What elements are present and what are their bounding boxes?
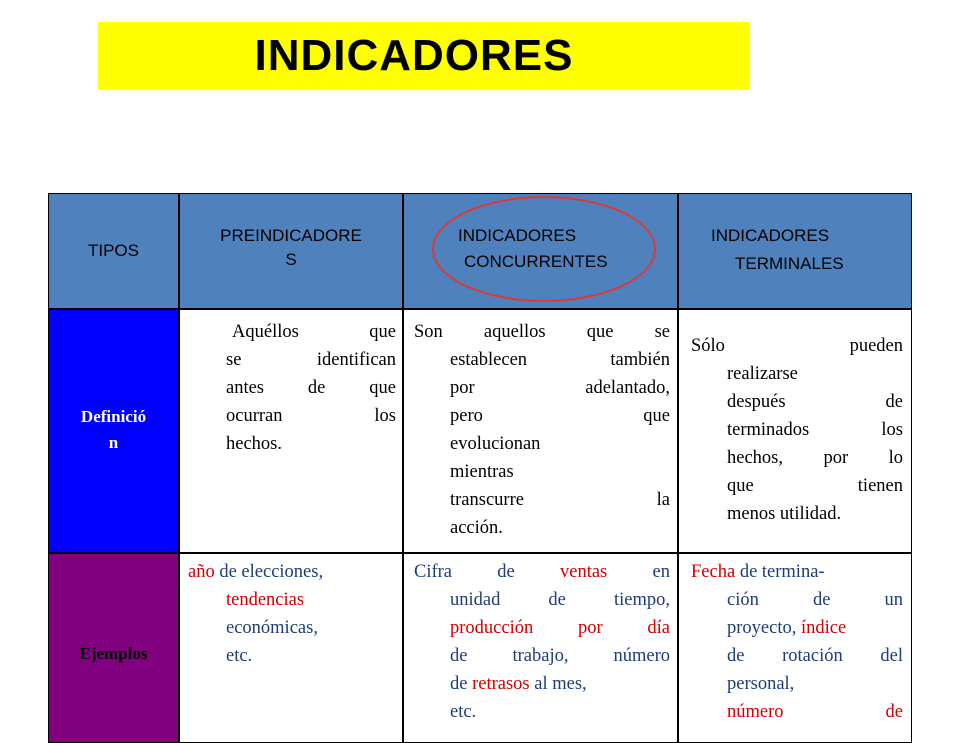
header-term-line1: INDICADORES <box>711 226 830 245</box>
text-fragment: proyecto, <box>727 618 801 638</box>
text-line: hechos, por lo <box>727 448 903 468</box>
ejemplos-concurrentes <box>403 553 678 743</box>
text-line: acción. <box>450 518 503 538</box>
keyword-indice: índice <box>800 618 847 638</box>
text-line <box>691 562 825 582</box>
text-fragment: al mes, <box>529 674 587 694</box>
text-line: mientras <box>450 462 514 482</box>
text-line: etc. <box>450 702 477 722</box>
title-banner <box>98 22 750 90</box>
text-line <box>727 618 846 638</box>
keyword-retrasos: retrasos <box>472 674 530 694</box>
keyword-ventas: ventas <box>560 562 608 582</box>
text-line: de rotación del <box>727 646 903 666</box>
text-line: evolucionan <box>450 434 541 454</box>
header-terminales <box>678 193 912 309</box>
keyword-produccion: producción por día <box>450 618 670 638</box>
keyword-ano: año <box>188 562 215 582</box>
text-line: pero que <box>450 406 670 426</box>
definicion-concurrentes <box>403 309 678 553</box>
ejemplos-terminales <box>678 553 912 743</box>
header-conc-line2: CONCURRENTES <box>464 252 608 271</box>
text-line: después de <box>727 392 903 412</box>
text-fragment: de termina- <box>735 562 825 582</box>
row-label-ejemplos <box>48 553 179 743</box>
row-label-definicion-line1: Definició <box>80 407 147 426</box>
page-title: INDICADORES <box>254 31 574 80</box>
definicion-terminales <box>678 309 912 553</box>
text-line: realizarse <box>727 364 798 384</box>
keyword-tendencias: tendencias <box>226 590 305 610</box>
text-fragment: Cifra de <box>414 562 560 582</box>
keyword-numero: número de <box>727 702 903 722</box>
text-line: se identifican <box>226 350 396 370</box>
text-line: Sólo pueden <box>691 336 903 356</box>
text-line: transcurre la <box>450 490 670 510</box>
text-line: establecen también <box>450 350 670 370</box>
header-term-line2: TERMINALES <box>735 254 844 273</box>
text-line: personal, <box>727 674 795 694</box>
text-line: ocurran los <box>226 406 396 426</box>
text-line: por adelantado, <box>450 378 670 398</box>
text-line: hechos. <box>226 434 282 454</box>
header-tipos-label: TIPOS <box>87 241 139 260</box>
text-line <box>188 562 323 582</box>
text-line: de trabajo, número <box>450 646 670 666</box>
text-line: Son aquellos que se <box>414 322 670 342</box>
text-line: menos utilidad. <box>727 504 842 524</box>
row-label-definicion-line2: n <box>108 433 119 452</box>
text-line: unidad de tiempo, <box>450 590 670 610</box>
text-line <box>450 674 670 694</box>
header-pre-line2: S <box>285 250 297 269</box>
row-label-ejemplos-text: Ejemplos <box>79 644 148 663</box>
definicion-preindicadores <box>179 309 403 553</box>
text-line: etc. <box>226 646 253 666</box>
text-line: terminados los <box>727 420 903 440</box>
text-line <box>414 562 670 582</box>
highlight-circle <box>432 196 656 302</box>
header-tipos <box>48 193 179 309</box>
header-preindicadores <box>179 193 403 309</box>
text-fragment: en <box>607 562 670 582</box>
keyword-fecha: Fecha <box>691 562 736 582</box>
text-line: económicas, <box>226 618 318 638</box>
text-fragment: de elecciones, <box>214 562 324 582</box>
text-line: Aquéllos que <box>232 322 396 342</box>
header-pre-line1: PREINDICADORE <box>220 226 362 245</box>
ejemplos-preindicadores <box>179 553 403 743</box>
text-line: que tienen <box>727 476 903 496</box>
header-conc-line1: INDICADORES <box>458 226 577 245</box>
text-line: antes de que <box>226 378 396 398</box>
text-fragment: de <box>450 674 473 694</box>
row-label-definicion <box>48 309 179 553</box>
text-line: ción de un <box>727 590 903 610</box>
